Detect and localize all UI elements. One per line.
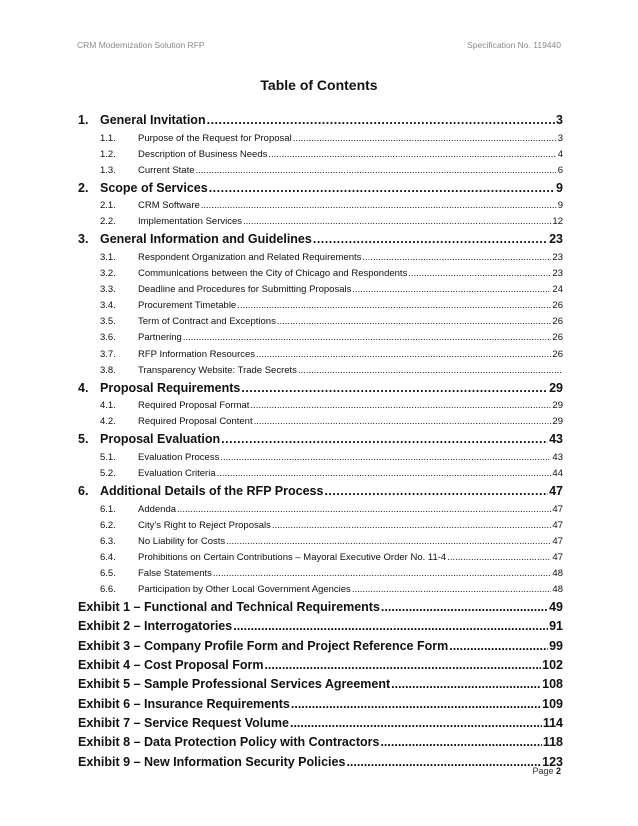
toc-entry-page-number: 4 [557,148,563,160]
toc-entry-number: 6.4. [100,551,116,563]
toc-dot-leader [196,165,557,176]
toc-entry-page-number: 24 [552,284,563,296]
toc-subsection-entry[interactable] [78,165,563,181]
toc-dot-leader [293,133,557,144]
toc-subsection-entry[interactable] [78,552,563,568]
toc-entry-title: Respondent Organization and Related Requirements [138,251,362,263]
toc-entry-page-number: 49 [549,600,563,615]
toc-dot-leader [362,252,551,263]
toc-entry-page-number: 23 [552,251,563,263]
toc-subsection-entry[interactable] [78,536,563,552]
toc-dot-leader [221,432,548,446]
toc-entry-title: Participation by Other Local Government Agencies [138,584,351,596]
toc-entry-page-number: 26 [552,332,563,344]
toc-entry-title: Procurement Timetable [138,300,237,312]
toc-dot-leader [220,452,551,463]
toc-exhibit-entry[interactable] [78,639,563,658]
toc-dot-leader [324,484,548,498]
toc-entry-number: 5.2. [100,468,116,479]
toc-dot-leader [298,365,562,376]
toc-dot-leader [380,735,541,749]
toc-entry-number: 3.6. [100,332,116,344]
toc-subsection-entry[interactable] [78,268,563,284]
toc-subsection-entry[interactable] [78,200,563,216]
page-footer [532,766,561,776]
toc-entry-page-number: 23 [549,232,563,247]
toc-subsection-entry[interactable] [78,416,563,432]
toc-exhibit-entry[interactable] [78,619,563,638]
toc-subsection-entry[interactable] [78,133,563,149]
toc-entry-title: Description of Business Needs [138,148,268,160]
toc-entry-title: Proposal Evaluation [100,432,221,447]
toc-entry-page-number: 109 [542,696,563,711]
toc-subsection-entry[interactable] [78,400,563,416]
toc-dot-leader [233,619,548,633]
toc-entry-title: Implementation Services [138,216,243,228]
toc-entry-page-number: 47 [552,551,563,563]
toc-entry-page-number: 26 [552,300,563,312]
toc-subsection-entry[interactable] [78,216,563,232]
page-title: Table of Contents [260,77,378,93]
toc-dot-leader [268,149,556,160]
toc-entry-number: 3. [78,232,89,247]
toc-subsection-entry[interactable] [78,452,563,468]
toc-entry-title: Communications between the City of Chicago and Respondents [138,268,408,280]
toc-entry-page-number: 47 [552,519,563,531]
toc-dot-leader [250,400,551,411]
toc-entry-title: Addenda [138,503,177,515]
table-of-contents [78,113,563,774]
toc-subsection-entry[interactable] [78,300,563,316]
toc-entry-page-number: 3 [557,132,563,144]
toc-entry-title: City’s Right to Reject Proposals [138,519,271,531]
toc-entry-title: Partnering [138,332,182,344]
toc-entry-title: False Statements [138,567,212,579]
toc-entry-number: 1.1. [100,132,116,144]
toc-subsection-entry[interactable] [78,568,563,584]
toc-dot-leader [391,677,541,691]
toc-dot-leader [264,658,541,672]
toc-dot-leader [352,584,552,595]
toc-exhibit-entry[interactable] [78,735,563,754]
toc-entry-page-number: 9 [557,200,563,212]
toc-entry-title: Term of Contract and Exceptions [138,316,276,328]
toc-exhibit-entry[interactable] [78,716,563,735]
page-number: 2 [555,766,561,776]
toc-entry-page-number: 23 [552,268,563,280]
toc-entry-number: 3.3. [100,284,116,296]
toc-entry-number: 1.3. [100,164,116,176]
toc-entry-number: 3.2. [100,268,116,280]
toc-section-entry[interactable] [78,113,563,133]
toc-dot-leader [256,349,551,360]
toc-entry-title: Exhibit 2 – Interrogatories [78,619,233,634]
toc-entry-number: 6.6. [100,584,116,596]
toc-entry-title: Proposal Requirements [100,380,241,395]
toc-entry-page-number: 29 [549,380,563,395]
toc-entry-title: Exhibit 7 – Service Request Volume [78,715,289,730]
toc-entry-page-number: 9 [556,180,563,195]
toc-entry-page-number: 47 [552,535,563,547]
toc-entry-title: Exhibit 1 – Functional and Technical Requirements [78,600,380,615]
toc-entry-title: Purpose of the Request for Proposal [138,132,292,144]
toc-entry-number: 2. [78,180,89,195]
toc-subsection-entry[interactable] [78,504,563,520]
toc-entry-page-number: 48 [552,584,563,596]
toc-entry-number: 5.1. [100,451,116,463]
toc-exhibit-entry[interactable] [78,755,563,774]
toc-dot-leader [313,232,548,246]
toc-entry-page-number: 26 [552,348,563,360]
toc-dot-leader [226,536,551,547]
toc-exhibit-entry[interactable] [78,677,563,696]
toc-entry-page-number: 26 [552,316,563,328]
toc-entry-number: 3.4. [100,300,116,312]
toc-entry-page-number: 29 [552,416,563,428]
toc-entry-number: 4.1. [100,400,116,412]
toc-exhibit-entry[interactable] [78,600,563,619]
toc-entry-page-number: 6 [557,164,563,176]
toc-entry-title: Exhibit 3 – Company Profile Form and Project Reference Form [78,638,449,653]
toc-entry-title: CRM Software [138,200,200,212]
toc-entry-number: 2.1. [100,200,116,212]
toc-dot-leader [449,639,548,653]
toc-dot-leader [447,552,551,563]
toc-entry-page-number: 118 [542,735,563,750]
toc-entry-number: 5. [78,432,89,447]
toc-exhibit-entry[interactable] [78,658,563,677]
toc-dot-leader [277,316,552,327]
toc-subsection-entry[interactable] [78,349,563,365]
toc-dot-leader [243,216,551,227]
toc-entry-title: Required Proposal Content [138,416,253,428]
toc-subsection-entry[interactable] [78,252,563,268]
toc-entry-page-number: 29 [552,400,563,412]
toc-section-entry[interactable] [78,232,563,252]
toc-entry-page-number: 47 [549,484,563,499]
toc-section-entry[interactable] [78,484,563,504]
toc-subsection-entry[interactable] [78,584,563,600]
toc-entry-title: Required Proposal Format [138,400,250,412]
toc-dot-leader [290,716,542,730]
toc-entry-title: Current State [138,164,195,176]
toc-subsection-entry[interactable] [78,149,563,165]
page-header [77,40,561,50]
toc-dot-leader [408,268,551,279]
toc-dot-leader [381,600,548,614]
toc-entry-title: Exhibit 4 – Cost Proposal Form [78,658,264,673]
toc-dot-leader [207,113,555,127]
toc-entry-number: 3.7. [100,348,116,360]
toc-entry-title: RFP Information Resources [138,348,256,360]
toc-section-entry[interactable] [78,181,563,201]
toc-entry-title: Exhibit 6 – Insurance Requirements [78,696,290,711]
toc-section-entry[interactable] [78,381,563,401]
toc-entry-title: Exhibit 9 – New Information Security Policies [78,754,346,769]
toc-entry-number: 3.5. [100,316,116,328]
toc-subsection-entry[interactable] [78,520,563,536]
toc-entry-number: 6. [78,484,89,499]
toc-dot-leader [272,520,552,531]
toc-entry-number: 6.2. [100,519,116,531]
toc-subsection-entry[interactable] [78,316,563,332]
toc-entry-number: 3.8. [100,364,116,376]
toc-entry-number: 6.1. [100,503,116,515]
header-spec-number: Specification No. 119440 [467,40,561,50]
toc-entry-title: General Invitation [100,113,206,127]
toc-dot-leader [346,755,541,769]
toc-subsection-entry[interactable] [78,284,563,300]
toc-dot-leader [217,468,552,479]
toc-entry-page-number: 44 [552,468,563,479]
toc-entry-page-number: 108 [542,677,563,692]
toc-entry-title: No Liability for Costs [138,535,226,547]
header-document-title: CRM Modernization Solution RFP [77,40,205,50]
toc-entry-number: 3.1. [100,251,116,263]
toc-entry-number: 1. [78,113,89,127]
toc-entry-page-number: 3 [556,113,563,127]
toc-dot-leader [352,284,551,295]
toc-entry-page-number: 43 [549,432,563,447]
toc-dot-leader [177,504,551,515]
toc-dot-leader [213,568,552,579]
toc-subsection-entry[interactable] [78,468,563,484]
toc-entry-page-number: 114 [542,715,563,730]
toc-entry-page-number: 91 [549,619,563,634]
toc-entry-page-number: 43 [552,451,563,463]
toc-dot-leader [209,181,555,195]
toc-entry-number: 4. [78,380,89,395]
toc-subsection-entry[interactable] [78,365,563,381]
toc-entry-page-number: 12 [552,216,563,228]
toc-entry-page-number: 102 [542,658,563,673]
toc-subsection-entry[interactable] [78,332,563,348]
toc-entry-title: Evaluation Process [138,451,220,463]
toc-entry-title: Prohibitions on Certain Contributions – Mayoral Executive Order No. 11-4 [138,551,447,563]
toc-entry-title: General Information and Guidelines [100,232,312,247]
page-label: Page [532,766,556,776]
toc-entry-title: Scope of Services [100,180,208,195]
toc-entry-title: Evaluation Criteria [138,468,216,479]
toc-entry-title: Deadline and Procedures for Submitting Proposals [138,284,352,296]
toc-dot-leader [254,416,552,427]
toc-dot-leader [291,697,541,711]
toc-entry-title: Exhibit 8 – Data Protection Policy with Contractors [78,735,380,750]
toc-entry-number: 2.2. [100,216,116,228]
toc-dot-leader [183,332,552,343]
toc-entry-title: Additional Details of the RFP Process [100,484,324,499]
toc-entry-title: Exhibit 5 – Sample Professional Services Agreement [78,677,391,692]
toc-dot-leader [237,300,551,311]
toc-dot-leader [201,200,557,211]
toc-entry-page-number: 47 [552,503,563,515]
toc-entry-page-number: 123 [542,754,563,769]
toc-dot-leader [241,381,548,395]
toc-entry-number: 1.2. [100,148,116,160]
toc-entry-number: 6.3. [100,535,116,547]
toc-exhibit-entry[interactable] [78,697,563,716]
toc-section-entry[interactable] [78,432,563,452]
toc-entry-number: 4.2. [100,416,116,428]
toc-entry-number: 6.5. [100,567,116,579]
toc-entry-title: Transparency Website: Trade Secrets [138,364,297,376]
toc-entry-page-number: 48 [552,567,563,579]
toc-entry-page-number: 99 [549,638,563,653]
